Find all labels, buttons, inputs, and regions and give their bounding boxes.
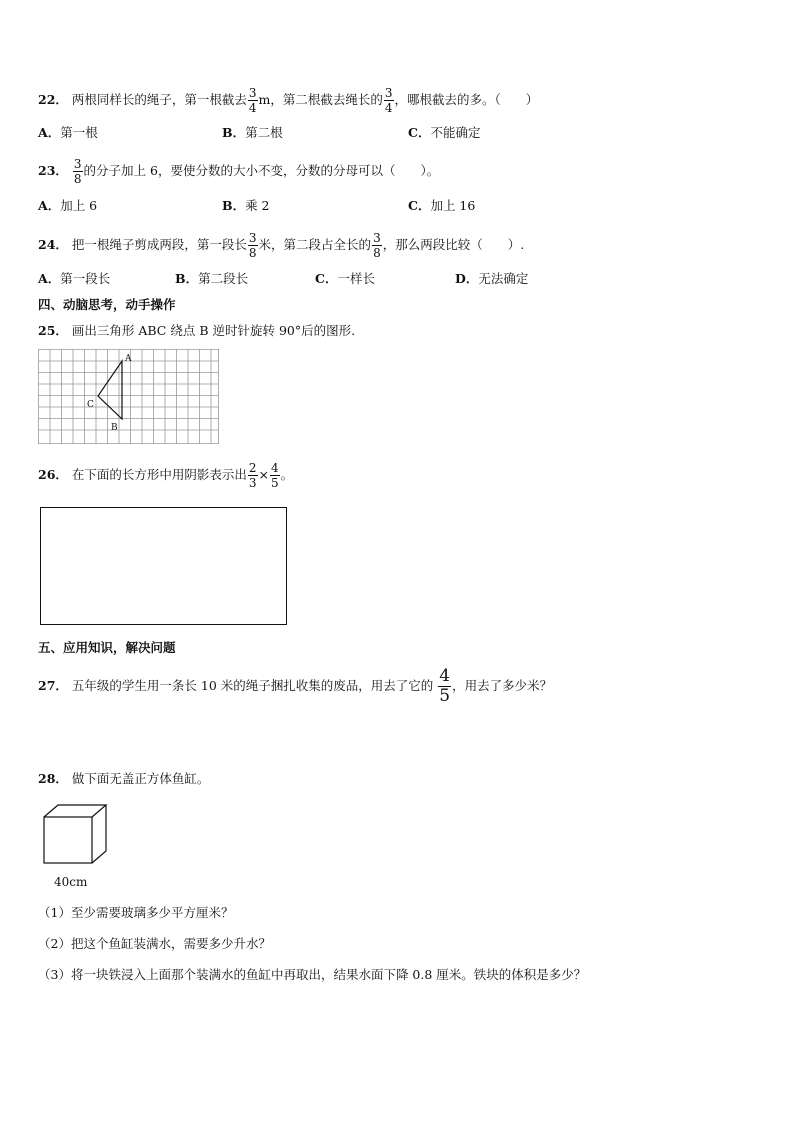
- q26-stem: [38, 462, 293, 489]
- q24-text-c: ，那么两段比较（ ）.: [382, 237, 525, 252]
- q22-option-c: C．不能确定: [408, 125, 481, 140]
- q23-number: 23．: [38, 163, 68, 178]
- q24-option-d: D．无法确定: [455, 271, 529, 286]
- q28-stem: [38, 771, 209, 787]
- q25-number: 25．: [38, 323, 68, 338]
- q22-number: 22．: [38, 92, 68, 107]
- q28-number: 28．: [38, 771, 68, 786]
- q22-option-a: A．第一根: [38, 125, 98, 140]
- q24-fraction-1: $\frac{3}{8}$: [248, 231, 257, 260]
- q26-fraction-1: $\frac{2}{3}$: [248, 461, 257, 490]
- q27-stem: [38, 668, 552, 705]
- q22-fraction-2: $\frac{3}{4}$: [384, 86, 393, 115]
- q24-option-b: B．第二段长: [175, 271, 249, 286]
- section-5-heading: 五、应用知识，解决问题: [38, 640, 176, 655]
- q26-rectangle[interactable]: [40, 507, 287, 625]
- q24-option-c: C．一样长: [315, 271, 375, 286]
- label-b: B: [111, 423, 118, 433]
- triangle-abc: [98, 361, 122, 419]
- q23-option-c: C．加上 16: [408, 198, 476, 213]
- section-4-heading: 四、动脑思考，动手操作: [38, 297, 176, 312]
- q24-number: 24．: [38, 237, 68, 252]
- q23-fraction: $\frac{3}{8}$: [73, 157, 82, 186]
- q22-option-b: B．第二根: [222, 125, 283, 140]
- q23-option-a: A．加上 6: [38, 198, 98, 213]
- q25-grid-figure: [38, 348, 220, 446]
- q22-stem: [38, 87, 538, 114]
- q27-fraction: $\frac{4}{5}$: [439, 666, 451, 706]
- q26-fraction-2: $\frac{4}{5}$: [271, 461, 279, 490]
- q22-text-b: m，第二根截去绳长的: [258, 92, 383, 107]
- q26-times: ×: [258, 467, 270, 482]
- q22-text-a: 两根同样长的绳子，第一根截去: [71, 92, 247, 107]
- q24-text-b: 米，第二段占全长的: [258, 237, 372, 252]
- q23-text: 的分子加上 6，要使分数的大小不变，分数的分母可以（ ）。: [83, 163, 440, 178]
- q25-text: 画出三角形 ABC 绕点 B 逆时针旋转 90°后的图形.: [71, 323, 356, 338]
- q23-option-b: B．乘 2: [222, 198, 270, 213]
- q25-stem: [38, 323, 355, 339]
- q26-number: 26．: [38, 467, 68, 482]
- q26-end: 。: [280, 467, 294, 482]
- q24-fraction-2: $\frac{3}{8}$: [373, 231, 381, 260]
- q24-stem: [38, 232, 524, 259]
- q23-stem: [38, 158, 439, 185]
- q24-option-a: A．第一段长: [38, 271, 111, 286]
- q28-sub-2: （2）把这个鱼缸装满水，需要多少升水？: [38, 936, 271, 951]
- q24-text-a: 把一根绳子剪成两段，第一段长: [71, 237, 247, 252]
- q22-fraction-1: $\frac{3}{4}$: [248, 86, 257, 115]
- q27-text-b: ，用去了多少米？: [452, 678, 553, 693]
- q27-number: 27．: [38, 678, 68, 693]
- q27-text-a: 五年级的学生用一条长 10 米的绳子捆扎收集的废品，用去了它的: [71, 678, 434, 693]
- label-a: A: [125, 354, 132, 364]
- q28-sub-1: （1）至少需要玻璃多少平方厘米？: [38, 905, 234, 920]
- q28-text: 做下面无盖正方体鱼缸。: [71, 771, 210, 786]
- q22-text-c: ，哪根截去的多。（ ）: [394, 92, 539, 107]
- q28-sub-3: （3）将一块铁浸入上面那个装满水的鱼缸中再取出，结果水面下降 0.8 厘米。铁块的体积是多少？: [38, 967, 587, 982]
- label-c: C: [87, 400, 94, 410]
- q26-text: 在下面的长方形中用阴影表示出: [71, 467, 247, 482]
- cube-figure: [42, 803, 108, 865]
- cube-edge-label: 40cm: [54, 875, 88, 889]
